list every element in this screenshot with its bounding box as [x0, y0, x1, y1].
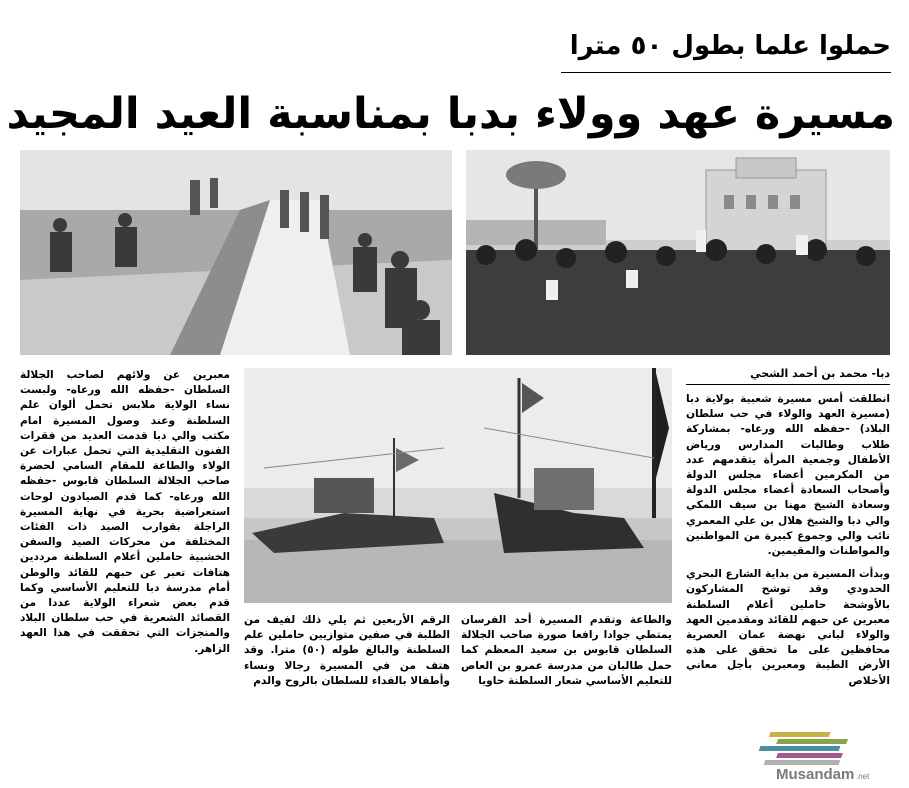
article-paragraph: معبرين عن ولائهم لصاحب الجلالة السلطان -حفظه الله ورعاه- ولبست نساء الولاية ملابس تحمل ألوان علم السلطنة وعند وصول المسيرة امام مكتب والي دبا قدمت العديد من فقرات الفنون التقليدية التي تحمل عبارات عن الولاء والطاعة للمقام السامي لحضرة صاحب الجلالة السلطان قابوس -حفظه الله ورعاه- كما قدم الصيادون لوحات استعراضية بحرية في نهاية المسيرة الراجلة بقوارب الصيد ذات الفئات المختلفة من محركات الصيد والسفن الخشبية حاملين أعلام السلطنة مرددين هتافات تعبر عن حبهم للقائد والوطن أمام مدرسة دبا للتعليم الأساسي وكما قدم بعض شعراء الولاية عددا من القصائد الشعرية في حب سلطان البلاد والمنجزات التي تحققت في هذا العهد الزاهر. [20, 369, 230, 655]
article-column-middle-left [244, 613, 450, 723]
article-paragraph: انطلقت أمس مسيرة شعبية بولاية دبا (مسيرة العهد والولاء في حب سلطان البلاد) -حفظه الله ورعاه- بمشاركة طلاب وطالبات المدارس ورياض الأطفال وجمعية المرأة يتقدمهم عدد من المكرمين أعضاء مجلس الدولة وأصحاب السعادة أعضاء مجلس الدولة وسعادة الشيخ مهنا بن سيف اللمكي والي دبا والشيخ هلال بن علي المعمري نائب والي وجموع كبيرة من المواطنين والمواطنات والمقيمين. [686, 393, 890, 558]
article-kicker: حملوا علما بطول ٥٠ مترا [569, 31, 891, 61]
article-paragraph: الرقم الأربعين ثم يلي ذلك لفيف من الطلبة في صفين متوازيين حاملين علم السلطنة والبالغ طوله (٥٠) مترا. وقد هتف من في المسيرة رجالا ونساء وأطفالا بالفداء للسلطان بالروح والدم [244, 614, 450, 687]
article-byline: دبا- محمد بن أحمد الشحي [750, 367, 890, 380]
byline-divider [686, 384, 890, 385]
article-paragraph: وبدأت المسيرة من بداية الشارع البحري الحدودي وقد توشح المشاركون بالأوشحة حاملين أعلام السلطنة معبرين عن حبهم للقائد ومقدمين العهد والولاء لباني نهضة عمان العصرية محافظين على ما تحقق على هذه الأرض الطيبة ومعبرين بأجل معاني الأخلاص [686, 568, 890, 687]
logo-name: Musandam [776, 766, 855, 783]
logo-graphic-icon [752, 728, 892, 768]
logo-suffix: .net [856, 772, 870, 781]
article-column-middle-right [461, 613, 672, 723]
musandam-logo [752, 728, 892, 784]
article-column-right [686, 392, 890, 722]
article-paragraph: والطاعة وتقدم المسيرة أحد الفرسان يمتطي جوادا رافعا صورة صاحب الجلالة السلطان قابوس بن سعيد المعظم كما حمل طالبان من مدرسة عمرو بن العاص للتعليم الأساسي شعار السلطنة حاويا [461, 614, 672, 687]
photo-fishing-boats [244, 368, 672, 603]
article-column-left [20, 368, 230, 788]
kicker-divider [561, 72, 891, 73]
photo-flag-on-beach [20, 150, 452, 355]
article-headline: مسيرة عهد وولاء بدبا بمناسبة العيد المجيد [6, 89, 895, 139]
photo-crowd-at-fort [466, 150, 890, 355]
